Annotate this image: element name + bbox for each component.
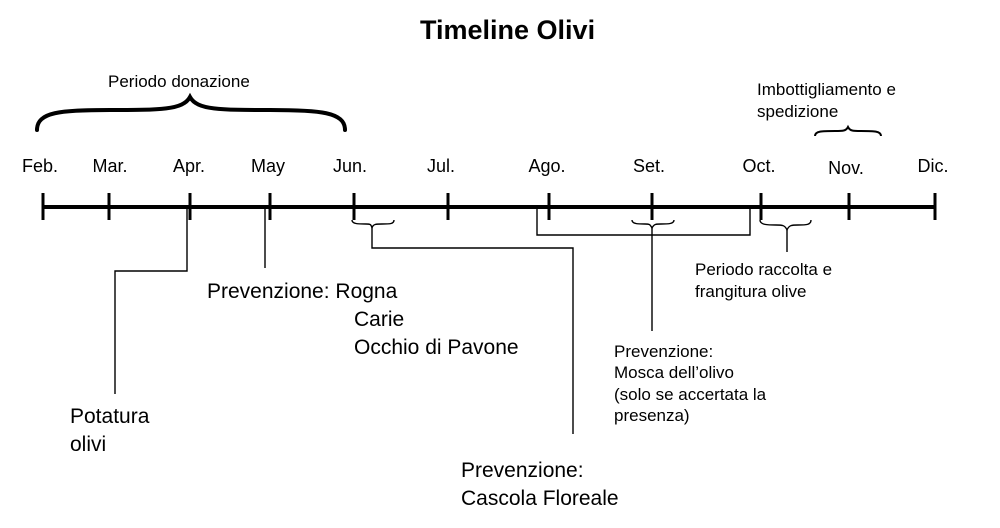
month-label-ago: Ago.: [528, 156, 566, 176]
prev-may-line2: Carie: [354, 308, 405, 331]
jun-brace: [352, 220, 394, 228]
donation-period-label: Periodo donazione: [108, 72, 250, 91]
diagram-title: Timeline Olivi: [420, 15, 596, 45]
prev-may-line1: Prevenzione: Rogna: [207, 280, 398, 303]
prev-jun-line1: Prevenzione:: [461, 459, 584, 482]
bottling-label-line2: spedizione: [757, 102, 839, 121]
pruning-connector: [115, 207, 187, 394]
harvest-label-line1: Periodo raccolta e: [695, 260, 833, 279]
month-label-jul: Jul.: [426, 156, 456, 176]
harvest-brace: [760, 220, 811, 230]
month-label-jun: Jun.: [332, 156, 368, 176]
prev-set-line2: Mosca dell’olivo: [614, 363, 734, 382]
bottling-label-line1: Imbottigliamento e: [757, 80, 896, 99]
month-label-feb: Feb.: [21, 156, 59, 176]
pruning-label-line1: Potatura: [70, 405, 150, 428]
donation-brace: [37, 97, 345, 130]
month-label-mar: Mar.: [92, 156, 128, 176]
harvest-label-line2: frangitura olive: [695, 282, 807, 301]
month-label-set: Set.: [632, 156, 666, 176]
prev-set-line4: presenza): [614, 406, 690, 425]
bottling-brace: [815, 127, 881, 136]
month-label-dic: Dic.: [917, 156, 949, 176]
month-label-may: May: [250, 156, 286, 176]
set-brace: [632, 220, 674, 228]
pruning-label-line2: olivi: [70, 433, 107, 456]
month-label-nov: Nov.: [828, 158, 864, 178]
prev-jun-line2: Cascola Floreale: [461, 487, 619, 510]
prev-set-line1: Prevenzione:: [614, 342, 714, 361]
ago-oct-bracket: [537, 207, 750, 235]
month-label-oct: Oct.: [742, 156, 776, 176]
month-label-apr: Apr.: [172, 156, 206, 176]
prev-may-line3: Occhio di Pavone: [354, 336, 519, 359]
prev-set-line3: (solo se accertata la: [614, 385, 767, 404]
